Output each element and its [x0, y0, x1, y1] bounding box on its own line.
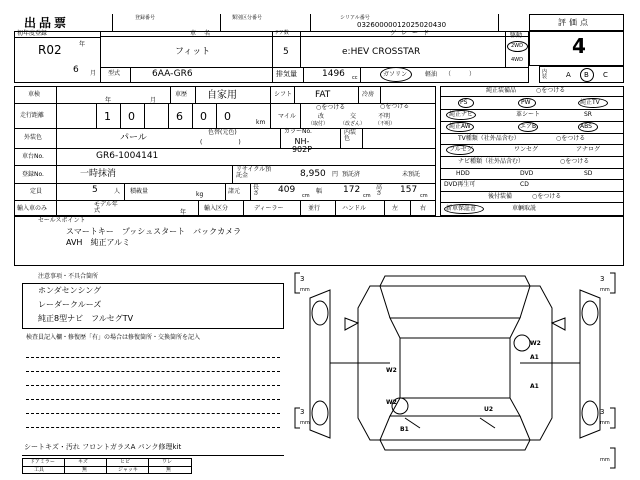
interior-label: 内装 — [542, 69, 548, 80]
usage-value: 自家用 — [207, 90, 237, 101]
shift-label: シフト — [274, 91, 293, 98]
wheel-rl — [312, 401, 328, 425]
damage-w2-bottom: W2 — [386, 399, 397, 406]
recycle-value: 8,950 — [300, 169, 326, 179]
meter-sub-2: （改ざん） — [340, 121, 366, 127]
mm-unit-5: mm — [600, 457, 610, 463]
mileage-digit-3: 6 — [176, 110, 183, 123]
height-value: 157 — [400, 185, 418, 195]
meter-label: マイル — [278, 113, 296, 120]
rear-option: ○をつける — [532, 193, 562, 200]
model-value: 6AA-GR6 — [152, 69, 193, 79]
inspection-label: 車検 — [28, 91, 41, 98]
rear-glass — [390, 398, 520, 416]
color-no-value: NH-902P — [291, 137, 313, 154]
equip-navi: 純正ナビ — [449, 111, 474, 118]
roof — [400, 338, 510, 398]
meter-option: ○をつける — [316, 104, 346, 111]
equip-airbag: エアB — [520, 123, 537, 130]
legend-h1: ドアミラー — [30, 459, 55, 465]
serial-number: 03260000012025020430 — [357, 21, 447, 29]
legend-h2: キズ — [78, 459, 88, 465]
shift-value: FAT — [315, 90, 331, 100]
legend-v2: 無 — [82, 467, 88, 473]
model-label: 型式 — [108, 70, 121, 77]
grade-col-value: e:HEV CROSSTAR — [342, 47, 421, 57]
reg-label: 登録No. — [22, 171, 44, 178]
inspection-month-unit: 月 — [150, 97, 157, 104]
tv-label: TV種類（社外品含む） — [458, 135, 520, 142]
rear-warranty: 新車保証書 — [446, 205, 477, 212]
wheel-rr — [582, 401, 598, 425]
usage-label: 車歴 — [175, 91, 188, 98]
capacity-value: 5 — [92, 185, 98, 195]
parallel: 並行 — [308, 205, 321, 212]
note-line-2: レーダークルーズ — [38, 300, 102, 309]
height-label: 高さ — [376, 184, 383, 197]
equip-leather: 革シート — [516, 111, 541, 118]
player-dvd: DVD再生可 — [444, 181, 476, 188]
rear-label: 後付装備 — [488, 193, 513, 200]
fuel-gasoline: ガソリン — [383, 71, 408, 78]
meter-sub-3: （不明） — [375, 121, 396, 127]
mileage-digit-5: 0 — [224, 110, 231, 123]
meter-opt-3: 不明 — [378, 113, 391, 120]
door-label: ドア数 — [274, 30, 289, 36]
mm-num-1: 3 — [300, 275, 305, 283]
front-bumper — [380, 276, 530, 286]
load-label: 積載量 — [130, 188, 149, 195]
selling-points-label: セールスポイント — [38, 217, 86, 224]
legend-h3: ヒビ — [120, 459, 131, 465]
recycle-label: リサイクル預託金 — [236, 166, 272, 179]
damage-a1-right2: A1 — [530, 383, 539, 390]
mm-unit-2: mm — [300, 420, 310, 426]
navi-sd: SD — [584, 170, 593, 177]
color-change-label: 色替(元色) — [208, 129, 237, 136]
recycle-paid: 預託済 — [342, 171, 361, 178]
fuel-light: 軽油 — [425, 71, 438, 78]
drive-2wd: 2WD — [511, 43, 523, 49]
interior-a: A — [566, 71, 571, 79]
damage-w2-top: W2 — [530, 340, 541, 347]
dims-label: 諸元 — [228, 188, 241, 195]
sheet-title: 出品票 — [24, 16, 70, 30]
door-value: 5 — [283, 47, 289, 57]
equip-aw: 純正AW — [449, 123, 471, 130]
import-label: 輸入車のみ — [17, 205, 48, 212]
rear-bumper — [380, 440, 530, 450]
first-reg-month: 6 — [73, 65, 79, 75]
navi-dvd: DVD — [520, 170, 534, 177]
model-year-unit: 年 — [180, 209, 187, 216]
navi-label: ナビ種類（社外品含む） — [458, 158, 525, 165]
color-no-label: カラーNo. — [284, 128, 312, 135]
color-change-paren: ( ) — [200, 139, 241, 146]
mm-unit-4: mm — [600, 420, 610, 426]
first-reg-label: 初年度登録 — [17, 30, 48, 37]
drive-label: 駆動 — [510, 32, 523, 39]
car-name-label: 車名 — [190, 30, 219, 37]
class-number-label: 類別区分番号 — [232, 15, 263, 21]
height-unit: cm — [420, 193, 428, 199]
color-label: 外装色 — [24, 134, 43, 141]
right-side-profile — [580, 290, 600, 438]
tv-one: ワンセグ — [514, 146, 539, 153]
inspector-note: 検査員記入欄・修復歴「有」の場合は修復箇所・交換箇所を記入 — [26, 334, 201, 341]
color-value: パール — [120, 133, 147, 143]
chassis-value: GR6-1004141 — [96, 151, 159, 161]
first-reg-year: R02 — [38, 43, 62, 57]
equipment-title: 純正装備品 — [486, 87, 517, 94]
legend-v4: 無 — [166, 467, 172, 473]
mm-unit-1: mm — [300, 287, 310, 293]
mileage-digit-4: 0 — [200, 110, 207, 123]
reg-value: 一時抹消 — [80, 169, 117, 179]
length-label: 長さ — [253, 184, 260, 197]
interior-c: C — [603, 71, 608, 79]
car-name-value: フィット — [175, 47, 211, 57]
grade-label: 評価点 — [558, 18, 591, 27]
first-reg-year-unit: 年 — [79, 41, 86, 48]
note-line-1: ホンダセンシング — [38, 286, 102, 295]
equip-tv: 純正TV — [580, 99, 600, 106]
ac-label: 冷房 — [362, 91, 375, 98]
right-handle: 右 — [420, 205, 427, 212]
bottom-note: シートキズ・汚れ フロントガラスA パンク修理kit — [24, 443, 182, 451]
tv-option: ○をつける — [556, 135, 586, 142]
ac-option: ○をつける — [380, 103, 410, 110]
mm-num-4: 3 — [600, 408, 605, 416]
length-value: 409 — [278, 185, 296, 195]
fuel-other: （ ） — [445, 71, 476, 78]
mm-num-2: 3 — [300, 408, 305, 416]
displacement-unit: cc — [352, 75, 358, 81]
displacement-label: 排気量 — [276, 70, 297, 78]
handle-label: ハンドル — [342, 205, 367, 212]
equipment-option: ○をつける — [536, 87, 566, 94]
meter-opt-1: 改 — [318, 113, 325, 120]
color-interior-label: 内装色 — [344, 129, 357, 142]
player-cd: CD — [520, 181, 529, 188]
selling-point-line-2: AVH 純正アルミ — [66, 238, 131, 247]
displacement-value: 1496 — [322, 69, 345, 79]
mileage-unit: km — [256, 119, 266, 126]
wheel-fr — [582, 301, 598, 325]
navi-hdd: HDD — [456, 170, 470, 177]
car-damage-diagram — [290, 268, 630, 478]
grade-value: 4 — [572, 34, 586, 58]
chassis-label: 車台No. — [22, 153, 44, 160]
import-type-label: 輸入区分 — [204, 205, 229, 212]
damage-u2: U2 — [484, 406, 494, 413]
tv-analog: アナログ — [576, 146, 601, 153]
tv-full: フルセグ — [449, 146, 473, 153]
mm-unit-3: mm — [600, 287, 610, 293]
dealer: ディーラー — [254, 205, 284, 212]
legend-h4: ワレ — [162, 459, 173, 465]
notes-label: 注意事項・不具合箇所 — [38, 273, 99, 280]
model-year-label: モデル年式 — [94, 201, 118, 214]
capacity-label: 定員 — [30, 188, 43, 195]
load-unit: kg — [196, 191, 204, 198]
left-side-profile — [310, 290, 330, 438]
grade-col-label: グレード — [390, 30, 435, 37]
inspection-year-unit: 年 — [105, 97, 112, 104]
meter-opt-2: 交 — [350, 113, 357, 120]
serial-label: シリアル番号 — [340, 15, 370, 21]
damage-a1-right: A1 — [530, 354, 539, 361]
reg-number-label: 登録番号 — [135, 15, 156, 21]
mm-num-3: 3 — [600, 275, 605, 283]
note-line-3: 純正8型ナビ フルセグTV — [38, 314, 134, 323]
width-unit: cm — [363, 193, 371, 199]
wheel-fl — [312, 301, 328, 325]
mileage-digit-2: 0 — [128, 110, 135, 123]
equip-ps: PS — [460, 99, 468, 106]
equip-pw: PW — [521, 99, 531, 106]
damage-b1: B1 — [400, 426, 409, 433]
legend-v3: ジャッキ — [118, 467, 138, 473]
recycle-unit: 円 — [332, 171, 339, 178]
equip-sr: SR — [584, 111, 592, 118]
meter-sub-1: （取付） — [308, 121, 329, 127]
interior-b: B — [584, 71, 589, 79]
navi-option: ○をつける — [560, 158, 590, 165]
drive-4wd: 4WD — [511, 57, 523, 63]
mileage-digit-1: 1 — [104, 110, 111, 123]
damage-w2-left: W2 — [386, 367, 397, 374]
equip-abs: ABS — [580, 123, 592, 130]
selling-point-line-1: スマートキー プッシュスタート バックカメラ — [66, 227, 242, 236]
capacity-unit: 人 — [114, 188, 121, 195]
width-value: 172 — [343, 185, 361, 195]
left-handle: 左 — [392, 205, 399, 212]
length-unit: cm — [302, 193, 310, 199]
legend-v1: 工具 — [34, 467, 45, 473]
mileage-label: 走行距離 — [20, 112, 45, 119]
rear-manual: 車輌取説 — [512, 205, 537, 212]
windshield — [390, 318, 520, 338]
recycle-unpaid: 未預託 — [402, 171, 421, 178]
first-reg-month-unit: 月 — [90, 70, 97, 77]
width-label: 幅 — [316, 188, 323, 195]
